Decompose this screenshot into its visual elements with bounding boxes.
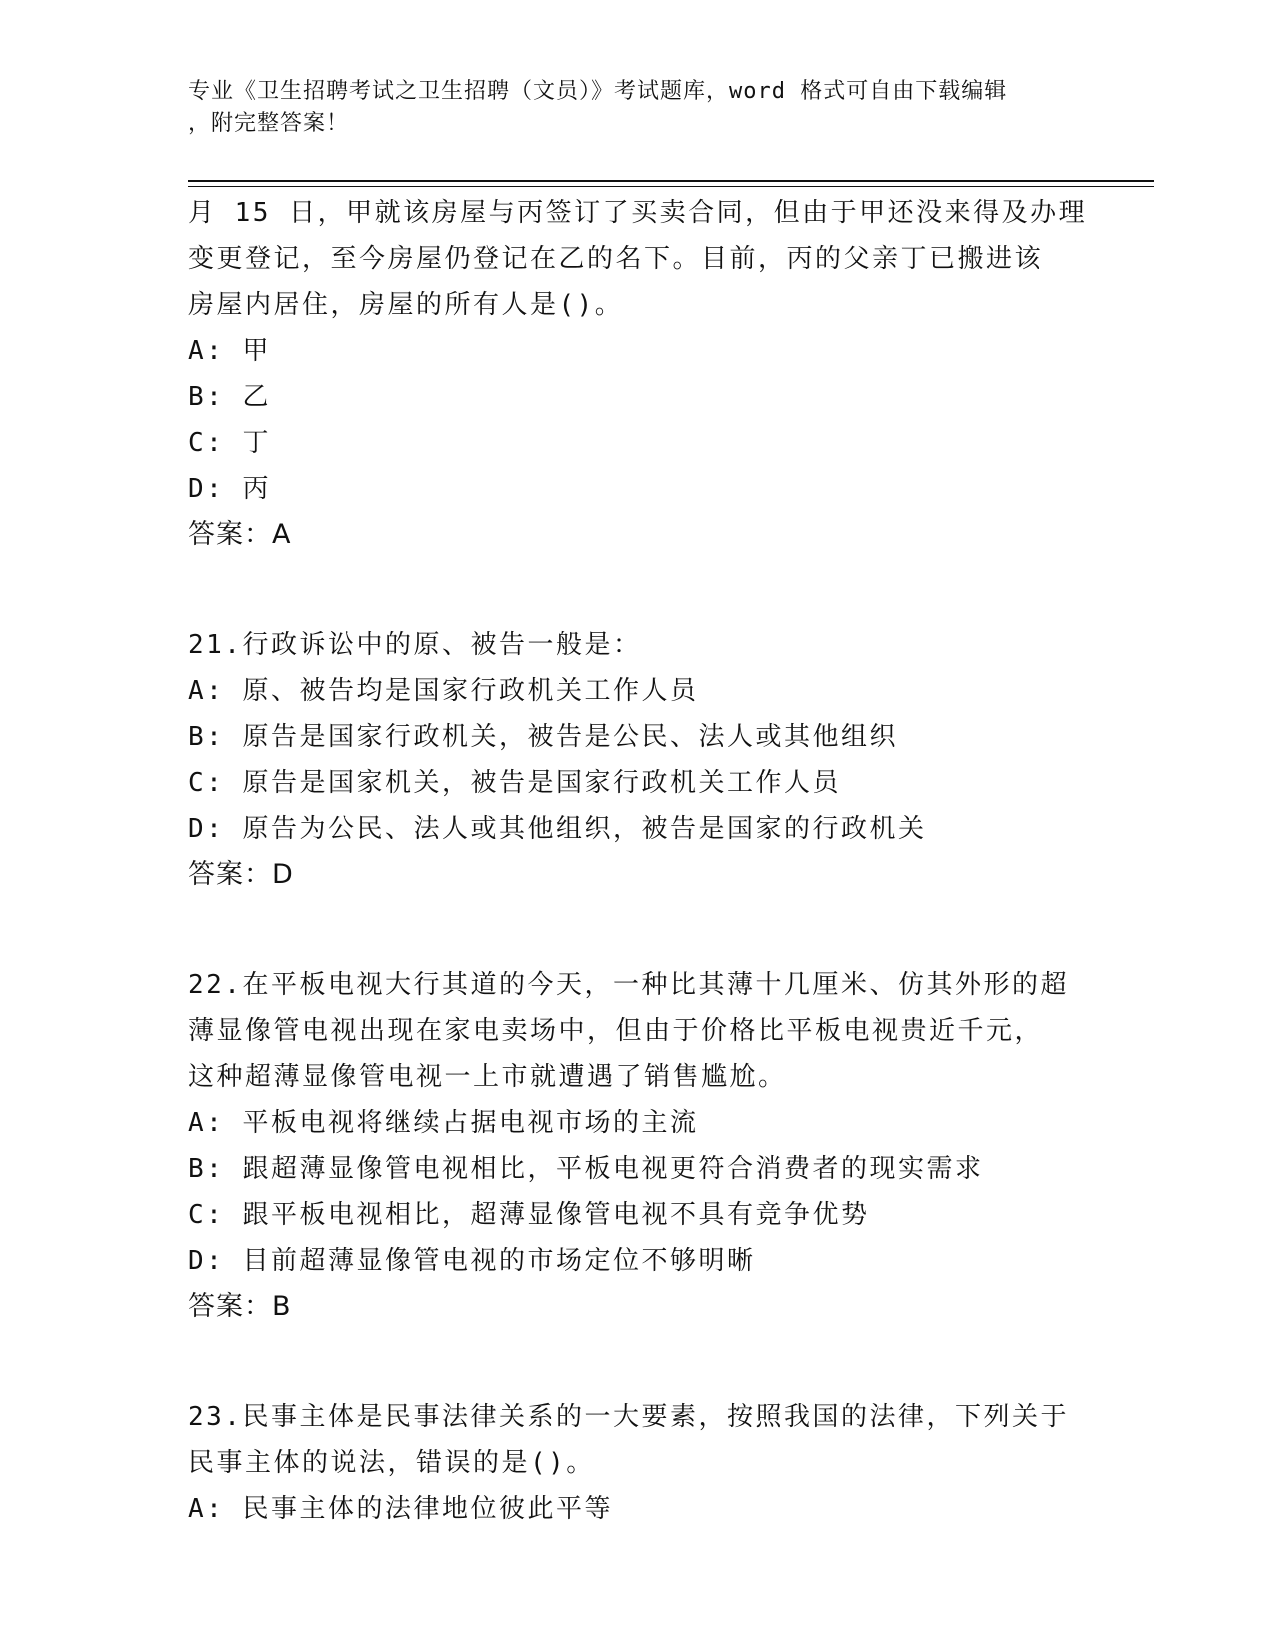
question-text-line: 月 15 日，甲就该房屋与丙签订了买卖合同，但由于甲还没来得及办理 [188,198,1088,228]
option-d: D: 丙 [188,474,271,504]
option-a: A: 甲 [188,336,271,366]
question-text-line: 房屋内居住，房屋的所有人是()。 [188,290,624,320]
question-text-line: 这种超薄显像管电视一上市就遭遇了销售尴尬。 [188,1062,787,1092]
header-divider-thick [188,180,1154,182]
question-22 [188,962,1078,1330]
question-23 [188,1394,1078,1532]
answer-line: 答案：B [188,1291,292,1322]
option-c: C: 原告是国家机关，被告是国家行政机关工作人员 [188,768,841,798]
question-text-line: 22.在平板电视大行其道的今天，一种比其薄十几厘米、仿其外形的超 [188,970,1069,1000]
option-b: B: 乙 [188,382,271,412]
document-header [188,76,1088,140]
question-text-line: 薄显像管电视出现在家电卖场中，但由于价格比平板电视贵近千元， [188,1016,1044,1046]
option-b: B: 原告是国家行政机关，被告是公民、法人或其他组织 [188,722,898,752]
question-21 [188,622,1078,898]
question-list [188,190,1088,1532]
question-text-line: 民事主体的说法，错误的是()。 [188,1448,595,1478]
option-a: A: 民事主体的法律地位彼此平等 [188,1494,613,1524]
option-c: C: 丁 [188,428,271,458]
answer-line: 答案：A [188,519,292,550]
option-d: D: 目前超薄显像管电视的市场定位不够明晰 [188,1246,756,1276]
header-line-2: ，附完整答案！ [188,111,350,136]
header-line-1: 专业《卫生招聘考试之卫生招聘（文员）》考试题库，word 格式可自由下载编辑 [188,79,1008,104]
question-continued [188,190,1088,558]
question-text-line: 变更登记，至今房屋仍登记在乙的名下。目前，丙的父亲丁已搬进该 [188,244,1044,274]
option-b: B: 跟超薄显像管电视相比，平板电视更符合消费者的现实需求 [188,1154,984,1184]
option-c: C: 跟平板电视相比，超薄显像管电视不具有竞争优势 [188,1200,870,1230]
header-divider-thin [188,186,1154,187]
question-text-line: 21.行政诉讼中的原、被告一般是： [188,630,642,660]
question-text-line: 23.民事主体是民事法律关系的一大要素，按照我国的法律，下列关于 [188,1402,1069,1432]
option-a: A: 平板电视将继续占据电视市场的主流 [188,1108,699,1138]
answer-line: 答案：D [188,859,294,890]
option-d: D: 原告为公民、法人或其他组织，被告是国家的行政机关 [188,814,927,844]
option-a: A: 原、被告均是国家行政机关工作人员 [188,676,699,706]
